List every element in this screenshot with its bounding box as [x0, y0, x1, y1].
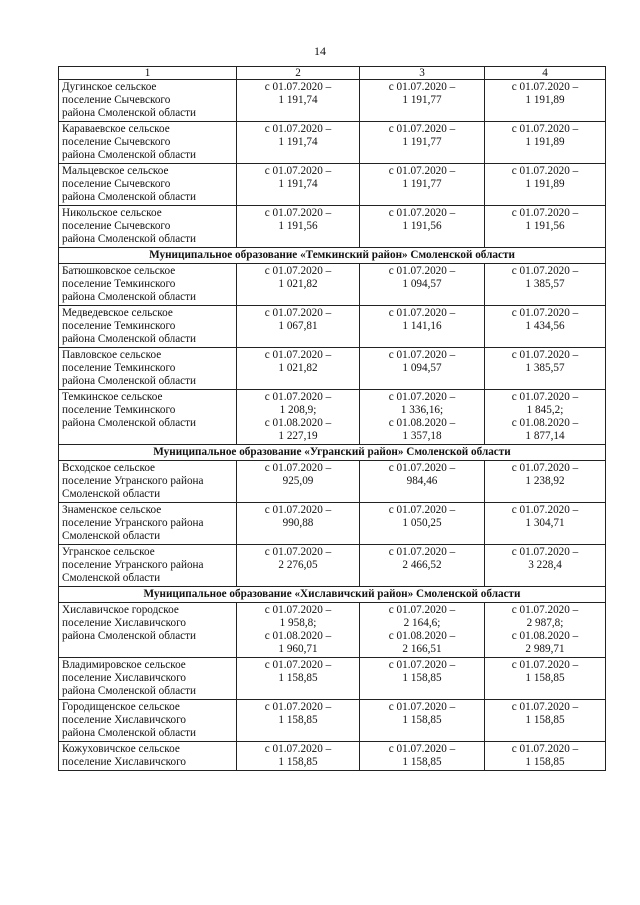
tariff-value-cell — [485, 461, 606, 503]
tariff-value-line: 1 050,25 — [402, 517, 442, 529]
tariff-value-line: 1 434,56 — [525, 320, 565, 332]
settlement-name-cell — [59, 658, 237, 700]
tariff-value-line: 1 385,57 — [525, 278, 565, 290]
tariff-value-line: с 01.08.2020 – — [511, 630, 579, 642]
page-number: 14 — [314, 44, 326, 58]
column-number: 2 — [237, 67, 360, 80]
tariff-value-line: с 01.07.2020 – — [388, 743, 456, 755]
tariff-value-line: 1 094,57 — [402, 278, 442, 290]
tariff-value-line: с 01.07.2020 – — [388, 207, 456, 219]
tariff-value-line: с 01.07.2020 – — [388, 391, 456, 403]
table-row — [59, 164, 606, 206]
tariff-value-line: 1 191,89 — [525, 178, 565, 190]
tariff-value-cell — [360, 461, 485, 503]
tariff-value-cell — [237, 603, 360, 658]
settlement-name-cell — [59, 603, 237, 658]
tariff-value-line: 1 385,57 — [525, 362, 565, 374]
tariff-value-line: 1 158,85 — [278, 714, 318, 726]
tariff-value-cell — [360, 545, 485, 587]
settlement-name-line: поселение Хиславичского — [62, 714, 187, 726]
table-row — [59, 700, 606, 742]
tariff-value-cell — [237, 264, 360, 306]
settlement-name-line: поселение Сычевского — [62, 94, 171, 106]
tariff-value-line: 1 158,85 — [525, 714, 565, 726]
settlement-name-line: Владимировское сельское — [62, 659, 186, 671]
tariff-value-line: 1 191,74 — [278, 178, 318, 190]
settlement-name-line: Павловское сельское — [62, 349, 162, 361]
table-row — [59, 742, 606, 771]
settlement-name-line: Смоленской области — [62, 488, 161, 500]
tariff-value-line: с 01.07.2020 – — [511, 265, 579, 277]
settlement-name-cell — [59, 164, 237, 206]
tariff-value-line: 1 191,89 — [525, 136, 565, 148]
tariff-value-line: с 01.07.2020 – — [388, 462, 456, 474]
tariff-value-cell — [237, 503, 360, 545]
table-row — [59, 390, 606, 445]
tariff-value-line: с 01.07.2020 – — [388, 81, 456, 93]
settlement-name-line: Всходское сельское — [62, 462, 156, 474]
tariff-value-line: 984,46 — [406, 475, 438, 487]
tariff-value-cell — [485, 264, 606, 306]
tariff-value-cell — [485, 80, 606, 122]
tariff-value-cell — [485, 503, 606, 545]
tariff-value-cell — [360, 742, 485, 771]
tariff-value-line: 1 191,74 — [278, 94, 318, 106]
tariff-value-line: 1 208,9; — [279, 404, 317, 416]
settlement-name-cell — [59, 306, 237, 348]
settlement-name-cell — [59, 503, 237, 545]
settlement-name-line: Дугинское сельское — [62, 81, 157, 93]
tariff-value-cell — [360, 264, 485, 306]
table-row — [59, 545, 606, 587]
tariff-value-line: 1 191,77 — [402, 178, 442, 190]
tariff-value-line: с 01.07.2020 – — [511, 659, 579, 671]
tariff-value-line: с 01.07.2020 – — [511, 391, 579, 403]
tariff-value-cell — [360, 122, 485, 164]
tariff-value-line: 1 191,77 — [402, 94, 442, 106]
settlement-name-line: поселение Хиславичского — [62, 672, 187, 684]
tariff-value-cell — [237, 164, 360, 206]
tariff-value-line: 2 987,8; — [526, 617, 564, 629]
tariff-value-line: с 01.07.2020 – — [511, 743, 579, 755]
tariff-value-cell — [237, 206, 360, 248]
settlement-name-line: Темкинское сельское — [62, 391, 163, 403]
tariff-value-line: 2 164,6; — [403, 617, 441, 629]
tariff-value-cell — [360, 164, 485, 206]
tariff-value-line: 2 166,51 — [402, 643, 442, 655]
tariff-value-line: 1 191,77 — [402, 136, 442, 148]
tariff-value-line: с 01.07.2020 – — [388, 546, 456, 558]
tariff-value-line: с 01.07.2020 – — [388, 349, 456, 361]
column-number: 1 — [59, 67, 237, 80]
table-row — [59, 306, 606, 348]
settlement-name-cell — [59, 206, 237, 248]
table-row — [59, 658, 606, 700]
tariff-value-cell — [485, 390, 606, 445]
tariff-value-line: 1 191,56 — [402, 220, 442, 232]
table-row — [59, 122, 606, 164]
tariff-value-cell — [237, 658, 360, 700]
tariff-value-cell — [485, 603, 606, 658]
tariff-value-line: 1 021,82 — [278, 362, 318, 374]
settlement-name-line: Караваевское сельское — [62, 123, 170, 135]
tariff-value-line: с 01.07.2020 – — [264, 265, 332, 277]
tariff-value-line: 1 191,56 — [278, 220, 318, 232]
tariff-value-cell — [485, 742, 606, 771]
tariff-value-cell — [485, 348, 606, 390]
tariff-value-line: 1 158,85 — [525, 672, 565, 684]
settlement-name-line: Хиславичское городское — [62, 604, 179, 616]
settlement-name-line: Мальцевское сельское — [62, 165, 169, 177]
tariff-value-line: 2 989,71 — [525, 643, 565, 655]
tariff-value-line: 1 191,74 — [278, 136, 318, 148]
tariff-value-cell — [485, 122, 606, 164]
tariff-value-line: с 01.07.2020 – — [264, 307, 332, 319]
column-number: 3 — [360, 67, 485, 80]
settlement-name-line: района Смоленской области — [62, 727, 197, 739]
tariff-value-line: с 01.07.2020 – — [264, 604, 332, 616]
table-row — [59, 503, 606, 545]
tariff-value-cell — [360, 658, 485, 700]
settlement-name-cell — [59, 545, 237, 587]
settlement-name-line: поселение Сычевского — [62, 178, 171, 190]
section-header-row — [59, 445, 606, 461]
settlement-name-line: Угранское сельское — [62, 546, 155, 558]
tariff-value-line: 1 067,81 — [278, 320, 318, 332]
settlement-name-line: поселение Угранского района — [62, 475, 204, 487]
tariff-value-line: 1 357,18 — [402, 430, 442, 442]
tariff-value-cell — [360, 390, 485, 445]
settlement-name-line: Медведевское сельское — [62, 307, 173, 319]
tariff-value-line: 1 238,92 — [525, 475, 565, 487]
tariff-value-line: с 01.07.2020 – — [264, 462, 332, 474]
settlement-name-cell — [59, 742, 237, 771]
tariff-table — [58, 66, 606, 771]
tariff-value-line: с 01.07.2020 – — [264, 701, 332, 713]
tariff-value-cell — [237, 742, 360, 771]
section-title: Муниципальное образование «Угранский район» Смоленской области — [59, 445, 606, 461]
settlement-name-cell — [59, 390, 237, 445]
settlement-name-line: Городищенское сельское — [62, 701, 180, 713]
settlement-name-line: поселение Сычевского — [62, 220, 171, 232]
settlement-name-line: района Смоленской области — [62, 630, 197, 642]
settlement-name-cell — [59, 461, 237, 503]
settlement-name-line: района Смоленской области — [62, 333, 197, 345]
tariff-value-cell — [237, 545, 360, 587]
table-row — [59, 603, 606, 658]
tariff-value-line: с 01.07.2020 – — [511, 504, 579, 516]
settlement-name-line: района Смоленской области — [62, 233, 197, 245]
table-row — [59, 264, 606, 306]
settlement-name-cell — [59, 264, 237, 306]
tariff-value-line: с 01.07.2020 – — [264, 391, 332, 403]
settlement-name-line: поселение Хиславичского — [62, 756, 187, 768]
settlement-name-line: поселение Темкинского — [62, 404, 176, 416]
tariff-value-line: 1 958,8; — [279, 617, 317, 629]
tariff-value-line: 1 304,71 — [525, 517, 565, 529]
table-header-row — [59, 67, 606, 80]
tariff-value-line: 1 191,56 — [525, 220, 565, 232]
settlement-name-line: района Смоленской области — [62, 107, 197, 119]
settlement-name-line: поселение Темкинского — [62, 362, 176, 374]
tariff-value-cell — [237, 700, 360, 742]
tariff-value-line: с 01.07.2020 – — [388, 265, 456, 277]
tariff-value-line: 1 877,14 — [525, 430, 565, 442]
tariff-value-cell — [485, 206, 606, 248]
tariff-value-line: с 01.07.2020 – — [511, 604, 579, 616]
tariff-value-line: 3 228,4 — [528, 559, 562, 571]
settlement-name-line: района Смоленской области — [62, 375, 197, 387]
tariff-value-cell — [485, 658, 606, 700]
tariff-value-cell — [360, 306, 485, 348]
settlement-name-line: поселение Сычевского — [62, 136, 171, 148]
section-title: Муниципальное образование «Темкинский район» Смоленской области — [59, 248, 606, 264]
tariff-value-line: с 01.07.2020 – — [264, 207, 332, 219]
tariff-value-line: 1 158,85 — [278, 756, 318, 768]
tariff-value-cell — [485, 545, 606, 587]
tariff-value-line: 1 021,82 — [278, 278, 318, 290]
tariff-value-line: с 01.08.2020 – — [388, 417, 456, 429]
tariff-value-line: 1 960,71 — [278, 643, 318, 655]
tariff-value-line: с 01.07.2020 – — [388, 604, 456, 616]
tariff-value-line: с 01.08.2020 – — [511, 417, 579, 429]
tariff-value-line: с 01.07.2020 – — [511, 81, 579, 93]
tariff-value-line: 1 158,85 — [278, 672, 318, 684]
settlement-name-line: района Смоленской области — [62, 685, 197, 697]
tariff-value-cell — [485, 164, 606, 206]
tariff-value-line: с 01.08.2020 – — [264, 417, 332, 429]
settlement-name-line: поселение Темкинского — [62, 320, 176, 332]
tariff-value-line: с 01.07.2020 – — [511, 207, 579, 219]
tariff-value-line: 1 191,89 — [525, 94, 565, 106]
tariff-value-line: с 01.08.2020 – — [264, 630, 332, 642]
tariff-value-line: с 01.08.2020 – — [388, 630, 456, 642]
settlement-name-line: Смоленской области — [62, 572, 161, 584]
tariff-value-line: с 01.07.2020 – — [264, 349, 332, 361]
tariff-value-line: с 01.07.2020 – — [264, 743, 332, 755]
tariff-value-line: с 01.07.2020 – — [511, 165, 579, 177]
settlement-name-line: Знаменское сельское — [62, 504, 162, 516]
tariff-value-cell — [360, 80, 485, 122]
table-row — [59, 206, 606, 248]
tariff-value-line: с 01.07.2020 – — [388, 701, 456, 713]
settlement-name-line: Никольское сельское — [62, 207, 162, 219]
tariff-value-line: 1 227,19 — [278, 430, 318, 442]
tariff-value-line: с 01.07.2020 – — [388, 123, 456, 135]
settlement-name-line: Батюшковское сельское — [62, 265, 176, 277]
tariff-value-line: с 01.07.2020 – — [511, 462, 579, 474]
tariff-value-cell — [485, 306, 606, 348]
section-header-row — [59, 248, 606, 264]
column-number: 4 — [485, 67, 606, 80]
tariff-value-line: 990,88 — [282, 517, 314, 529]
settlement-name-line: поселение Угранского района — [62, 517, 204, 529]
settlement-name-line: поселение Хиславичского — [62, 617, 187, 629]
tariff-value-line: 1 158,85 — [402, 672, 442, 684]
settlement-name-line: района Смоленской области — [62, 291, 197, 303]
table-body — [59, 67, 606, 771]
tariff-value-line: 2 276,05 — [278, 559, 318, 571]
tariff-value-line: с 01.07.2020 – — [511, 546, 579, 558]
tariff-value-line: 1 141,16 — [402, 320, 442, 332]
tariff-value-cell — [360, 603, 485, 658]
settlement-name-line: поселение Угранского района — [62, 559, 204, 571]
settlement-name-line: района Смоленской области — [62, 191, 197, 203]
settlement-name-line: Кожуховичское сельское — [62, 743, 180, 755]
tariff-value-cell — [360, 348, 485, 390]
tariff-value-cell — [485, 700, 606, 742]
settlement-name-cell — [59, 122, 237, 164]
settlement-name-line: района Смоленской области — [62, 149, 197, 161]
settlement-name-line: поселение Темкинского — [62, 278, 176, 290]
settlement-name-line: Смоленской области — [62, 530, 161, 542]
tariff-value-line: 1 158,85 — [402, 756, 442, 768]
tariff-value-cell — [237, 348, 360, 390]
table-row — [59, 461, 606, 503]
tariff-value-cell — [360, 206, 485, 248]
tariff-value-line: с 01.07.2020 – — [264, 546, 332, 558]
tariff-value-line: 1 158,85 — [402, 714, 442, 726]
tariff-value-line: с 01.07.2020 – — [264, 659, 332, 671]
tariff-value-line: с 01.07.2020 – — [388, 165, 456, 177]
tariff-value-line: с 01.07.2020 – — [511, 307, 579, 319]
tariff-value-line: 1 094,57 — [402, 362, 442, 374]
tariff-value-line: с 01.07.2020 – — [264, 123, 332, 135]
tariff-value-line: 1 158,85 — [525, 756, 565, 768]
tariff-value-line: 2 466,52 — [402, 559, 442, 571]
tariff-value-cell — [237, 461, 360, 503]
tariff-value-cell — [360, 700, 485, 742]
tariff-value-line: с 01.07.2020 – — [388, 659, 456, 671]
settlement-name-cell — [59, 700, 237, 742]
settlement-name-cell — [59, 348, 237, 390]
tariff-value-cell — [237, 80, 360, 122]
section-header-row — [59, 587, 606, 603]
tariff-value-line: 1 336,16; — [400, 404, 444, 416]
tariff-value-line: с 01.07.2020 – — [511, 123, 579, 135]
tariff-value-line: с 01.07.2020 – — [264, 81, 332, 93]
table-row — [59, 348, 606, 390]
table-row — [59, 80, 606, 122]
tariff-value-line: с 01.07.2020 – — [511, 701, 579, 713]
tariff-value-line: 925,09 — [282, 475, 314, 487]
tariff-value-line: с 01.07.2020 – — [388, 504, 456, 516]
tariff-value-line: с 01.07.2020 – — [388, 307, 456, 319]
tariff-value-line: с 01.07.2020 – — [511, 349, 579, 361]
tariff-value-line: 1 845,2; — [526, 404, 564, 416]
tariff-value-cell — [237, 390, 360, 445]
section-title: Муниципальное образование «Хиславичский район» Смоленской области — [59, 587, 606, 603]
tariff-value-line: с 01.07.2020 – — [264, 165, 332, 177]
tariff-value-line: с 01.07.2020 – — [264, 504, 332, 516]
tariff-value-cell — [237, 122, 360, 164]
settlement-name-cell — [59, 80, 237, 122]
tariff-value-cell — [237, 306, 360, 348]
settlement-name-line: района Смоленской области — [62, 417, 197, 429]
tariff-value-cell — [360, 503, 485, 545]
